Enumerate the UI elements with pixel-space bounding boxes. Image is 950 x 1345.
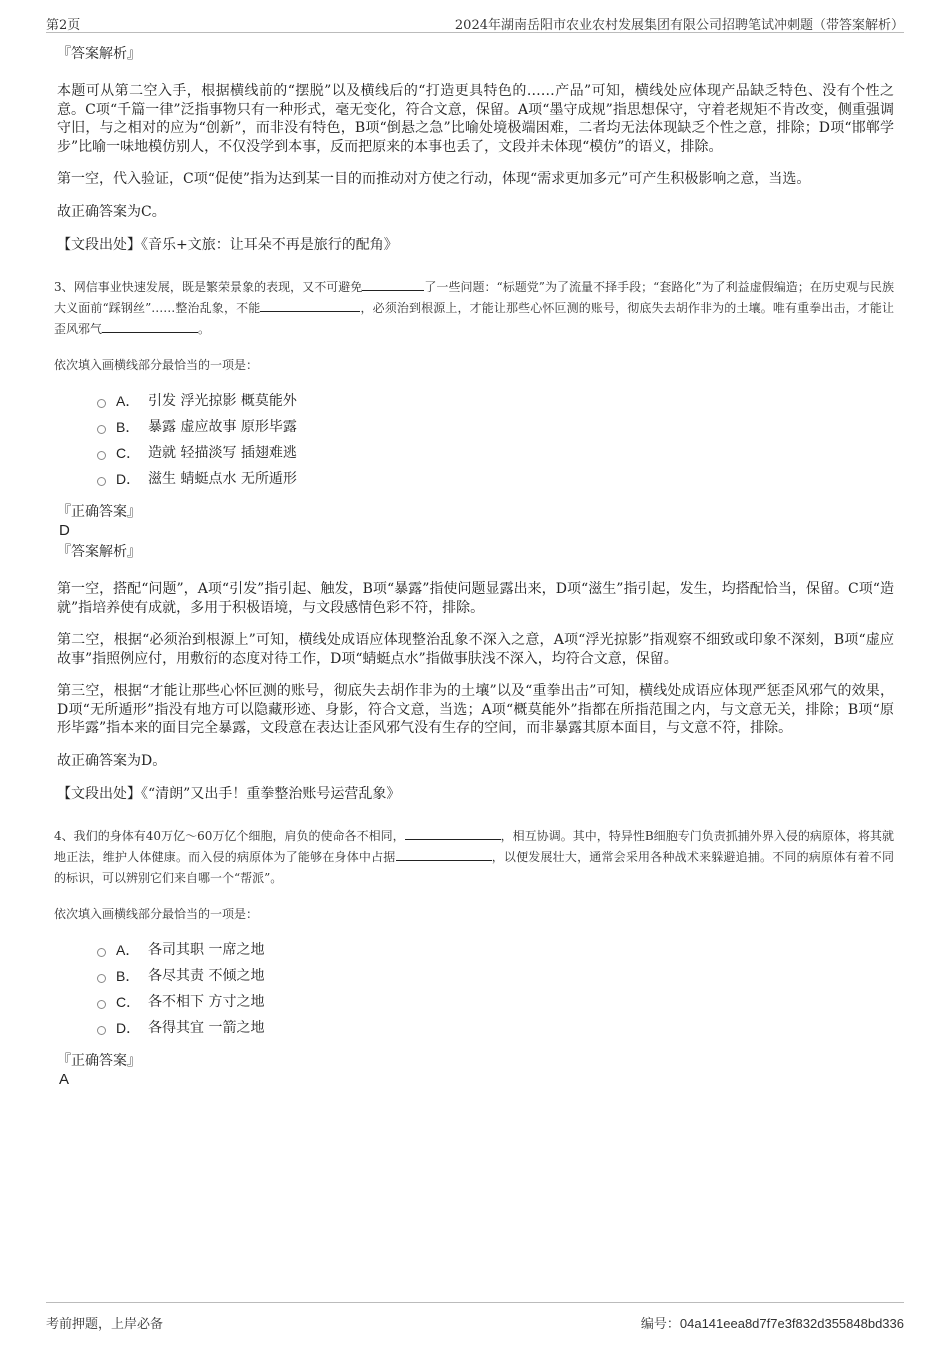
option-b[interactable]: B． 各尽其责 不倾之地 [97,963,894,989]
question-4-text: 4、我们的身体有40万亿～60万亿个细胞，肩负的使命各不相同， ，相互协调。其中，特异性B细胞专门负责抓捕外界入侵的病原体，将其就地正法，维护人体健康。而入侵的病原体为了能够在身体中占据 ，以便发展壮大，通常会采用各种战术来躲避追捕。不同的病原体有着不同的标识，可以辨别它们来自哪一个“帮派”。 [54,829,894,885]
question-4-prompt: 依次填入画横线部分最恰当的一项是： [54,907,259,921]
radio-icon[interactable] [97,974,106,983]
passage-source: 【文段出处】《音乐+文旅：让耳朵不再是旅行的配角》 [57,237,398,253]
fill-blank [362,278,424,291]
option-b[interactable]: B． 暴露 虚应故事 原形毕露 [97,414,894,440]
page-header [46,12,904,33]
correct-answer: A [59,1071,70,1088]
passage-source: 【文段出处】《“清朗”又出手！重拳整治账号运营乱象》 [57,786,401,802]
footer-slogan: 考前押题，上岸必备 [46,1317,164,1332]
fill-blank [405,827,501,840]
radio-icon[interactable] [97,425,106,434]
option-d[interactable]: D． 滋生 蜻蜓点水 无所遁形 [97,466,894,492]
analysis-paragraph: 第三空，根据“才能让那些心怀叵测的账号，彻底失去胡作非为的土壤”以及“重拳出击”可知，横线处成语应体现严惩歪风邪气的效果，D项“无所遁形”指没有地方可以隐藏形迹、身影，符合文意，当选；A项“概莫能外”指都在所指范围之内，与文意无关，排除；B项“原形毕露”指本来的面目完全暴露，文段意在表达让歪风邪气没有生存的空间，而非暴露其原本面目，与文意不符，排除。 [57,683,894,736]
document-code: 编号：04a141eea8d7f7e3f832d355848bd336 [640,1316,904,1332]
question-3-prompt: 依次填入画横线部分最恰当的一项是： [54,358,259,372]
analysis-paragraph: 本题可从第二空入手，根据横线前的“摆脱”以及横线后的“打造更具特色的……产品”可知，横线处应体现产品缺乏特色、没有个性之意。C项“千篇一律”泛指事物只有一种形式，毫无变化，符合文意，保留。A项“墨守成规”指思想保守，守着老规矩不肯改变，侧重强调守旧，与之相对的应为“创新”，而非没有特色，B项“倒悬之急”比喻处境极端困难，二者均无法体现缺乏个性之意，排除；D项“邯郸学步”比喻一味地模仿别人，不仅没学到本事，反而把原来的本事也丢了，文段并未体现“模仿”的语义，排除。 [57,83,894,155]
question-3-options [97,388,894,492]
option-d[interactable]: D． 各得其宜 一箭之地 [97,1015,894,1041]
document-title: 2024年湖南岳阳市农业农村发展集团有限公司招聘笔试冲刺题（带答案解析） [454,18,904,33]
fill-blank [102,320,198,333]
analysis-label: 『答案解析』 [57,46,141,62]
option-a[interactable]: A． 引发 浮光掠影 概莫能外 [97,388,894,414]
fill-blank [260,299,360,312]
radio-icon[interactable] [97,948,106,957]
radio-icon[interactable] [97,451,106,460]
correct-answer-label: 『正确答案』 [57,1053,141,1069]
document-body [54,44,895,1091]
radio-icon[interactable] [97,477,106,486]
option-a[interactable]: A． 各司其职 一席之地 [97,937,894,963]
analysis-paragraph: 第二空，根据“必须治到根源上”可知，横线处成语应体现整治乱象不深入之意，A项“浮光掠影”指观察不细致或印象不深刻，B项“虚应故事”指照例应付，用敷衍的态度对待工作，D项“蜻蜓点水”指做事肤浅不深入，均符合文意，保留。 [57,632,894,667]
radio-icon[interactable] [97,399,106,408]
question-4-options [97,937,894,1041]
analysis-paragraph: 第一空，搭配“问题”，A项“引发”指引起、触发，B项“暴露”指使问题显露出来，D项“滋生”指引起，发生，均搭配恰当，保留。C项“造就”指培养使有成就，多用于积极语境，与文段感情色彩不符，排除。 [57,581,894,616]
question-3-text: 3、网信事业快速发展，既是繁荣景象的表现，又不可避免 了一些问题：“标题党”为了流量不择手段；“套路化”为了利益虚假编造；在历史观与民族大义面前“踩钢丝”……整治乱象，不能 ，必须治到根源上，才能让那些心怀叵测的账号，彻底失去胡作非为的土壤。唯有重拳出击，才能让歪风邪气 。 [54,280,895,336]
radio-icon[interactable] [97,1000,106,1009]
analysis-conclusion: 故正确答案为C。 [57,203,166,220]
analysis-label: 『答案解析』 [57,544,141,560]
radio-icon[interactable] [97,1026,106,1035]
fill-blank [396,848,492,861]
option-c[interactable]: C． 造就 轻描淡写 插翅难逃 [97,440,894,466]
analysis-conclusion: 故正确答案为D。 [57,752,167,769]
correct-answer-label: 『正确答案』 [57,504,141,520]
page-footer [46,1302,904,1332]
analysis-paragraph: 第一空，代入验证，C项“促使”指为达到某一目的而推动对方使之行动，体现“需求更加多元”可产生积极影响之意，当选。 [57,171,811,187]
page-number: 第2页 [46,18,81,33]
correct-answer: D [59,522,70,539]
option-c[interactable]: C． 各不相下 方寸之地 [97,989,894,1015]
